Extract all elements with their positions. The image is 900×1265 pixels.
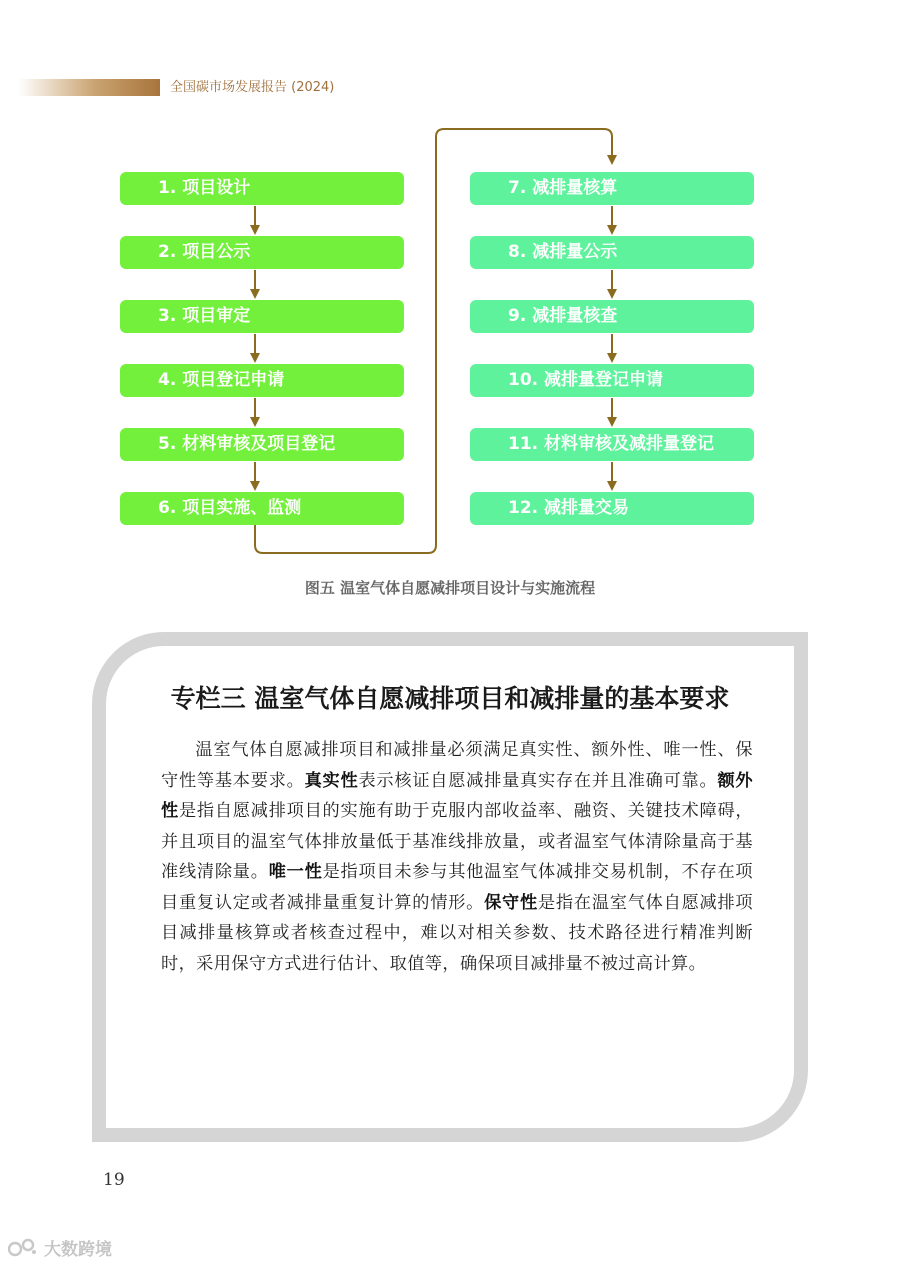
key-term: 真实性 — [304, 770, 359, 791]
watermark-text: 大数跨境 — [44, 1239, 112, 1260]
paragraph-text: 表示核证自愿减排量真实存在并且准确可靠。 — [358, 770, 718, 791]
flow-arrowhead-icon — [607, 353, 617, 363]
flow-arrowhead-icon — [250, 481, 260, 491]
flow-step-1: 1. 项目设计 — [120, 172, 404, 205]
flow-step-12: 12. 减排量交易 — [470, 492, 754, 525]
flow-step-6: 6. 项目实施、监测 — [120, 492, 404, 525]
watermark-logo-icon — [8, 1236, 38, 1258]
paragraph-text: 温室气体自愿减排项目和减排量必须满足真实性、额外性、唯一性、保守性等基本要求。 — [161, 740, 753, 791]
running-header: 全国碳市场发展报告 (2024) — [170, 80, 335, 95]
flow-arrowhead-icon — [607, 481, 617, 491]
watermark — [8, 1235, 112, 1259]
flow-arrowhead-icon — [250, 417, 260, 427]
flow-step-5: 5. 材料审核及项目登记 — [120, 428, 404, 461]
paragraph-text: 是指自愿减排项目的实施有助于克服内部收益率、融资、关键技术障碍，并且项目的温室气体排放量低于基准线排放量，或者温室气体清除量高于基准线清除量。 — [161, 801, 753, 882]
flow-step-10: 10. 减排量登记申请 — [470, 364, 754, 397]
flow-arrowhead-icon — [250, 353, 260, 363]
page-number: 19 — [103, 1170, 125, 1190]
flow-step-3: 3. 项目审定 — [120, 300, 404, 333]
flow-step-7: 7. 减排量核算 — [470, 172, 754, 205]
flow-arrowhead-icon — [250, 225, 260, 235]
paragraph-text: 是指在温室气体自愿减排项目减排量核算或者核查过程中，难以对相关参数、技术路径进行精准判断时，采用保守方式进行估计、取值等，确保项目减排量不被过高计算。 — [161, 892, 754, 974]
flow-step-2: 2. 项目公示 — [120, 236, 404, 269]
figure-caption: 图五 温室气体自愿减排项目设计与实施流程 — [304, 579, 596, 597]
flow-arrowhead-icon — [607, 417, 617, 427]
key-term: 额外性 — [161, 770, 754, 821]
flow-step-11: 11. 材料审核及减排量登记 — [470, 428, 754, 461]
column-paragraph — [161, 735, 753, 979]
flow-arrowhead-icon — [607, 225, 617, 235]
flow-step-4: 4. 项目登记申请 — [120, 364, 404, 397]
flow-step-9: 9. 减排量核查 — [470, 300, 754, 333]
column-title: 专栏三 温室气体自愿减排项目和减排量的基本要求 — [170, 684, 730, 713]
flow-step-8: 8. 减排量公示 — [470, 236, 754, 269]
flow-arrowhead-icon — [607, 289, 617, 299]
key-term: 唯一性 — [268, 862, 323, 882]
paragraph-text: 是指项目未参与其他温室气体减排交易机制，不存在项目重复认定或者减排量重复计算的情形。 — [161, 862, 753, 913]
flow-arrowhead-icon — [250, 289, 260, 299]
key-term: 保守性 — [484, 892, 538, 913]
